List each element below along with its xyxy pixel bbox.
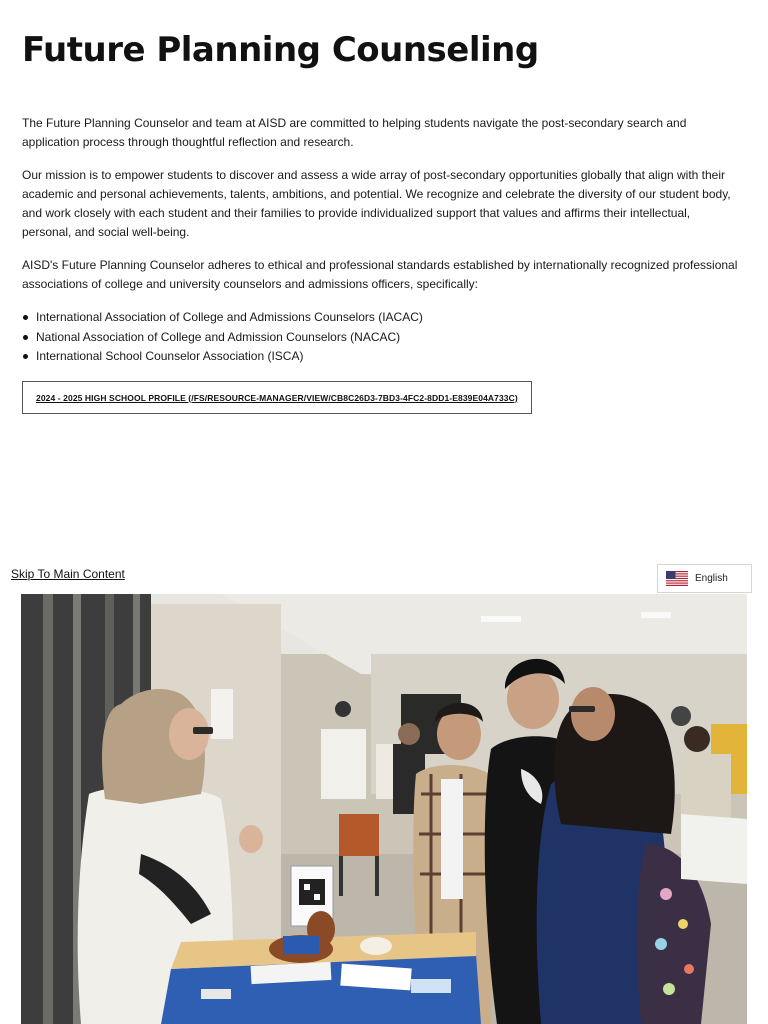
intro-paragraph: The Future Planning Counselor and team at AISD are committed to helping students navigate the post-secondary search and application process through thoughtful reflection and research. bbox=[22, 116, 687, 149]
bullet-icon bbox=[23, 315, 28, 320]
high-school-profile-link[interactable]: 2024 - 2025 HIGH SCHOOL PROFILE (/FS/RESOURCE-MANAGER/VIEW/CB8C26D3-7BD3-4FC2-8DD1-E839E04A733C) bbox=[36, 392, 518, 403]
hero-photo bbox=[21, 594, 747, 1024]
profile-link-box bbox=[22, 381, 532, 414]
list-item bbox=[36, 347, 742, 367]
association-label: National Association of College and Admission Counselors (NACAC) bbox=[36, 329, 401, 344]
language-selector[interactable] bbox=[657, 564, 752, 593]
bullet-icon bbox=[23, 335, 28, 340]
language-label: English bbox=[695, 573, 728, 584]
associations-list bbox=[22, 308, 742, 367]
bullet-icon bbox=[23, 354, 28, 359]
us-flag-icon bbox=[666, 571, 688, 586]
association-label: International School Counselor Association (ISCA) bbox=[36, 349, 304, 363]
association-label: International Association of College and Admissions Counselors (IACAC) bbox=[36, 310, 423, 324]
hero-photo-illustration bbox=[21, 594, 747, 1024]
mission-paragraph: Our mission is to empower students to discover and assess a wide array of post-secondary opportunities globally that align with their academic and personal achievements, talents, ambitions, and potential. We recognize and celebrate the diversity of our student body, and work closely with each student and their families to provide individualized support that values and affirms their intellectual, personal, and social well-being. bbox=[22, 168, 731, 239]
list-item bbox=[36, 308, 742, 328]
page-title: Future Planning Counseling bbox=[22, 30, 539, 70]
list-item bbox=[36, 328, 742, 348]
skip-to-main-content-link[interactable]: Skip To Main Content bbox=[11, 567, 125, 581]
main-content bbox=[22, 26, 742, 414]
standards-paragraph: AISD's Future Planning Counselor adheres to ethical and professional standards established by internationally recognized professional associations of college and university counselors and admissions officers, specifically: bbox=[22, 258, 738, 291]
